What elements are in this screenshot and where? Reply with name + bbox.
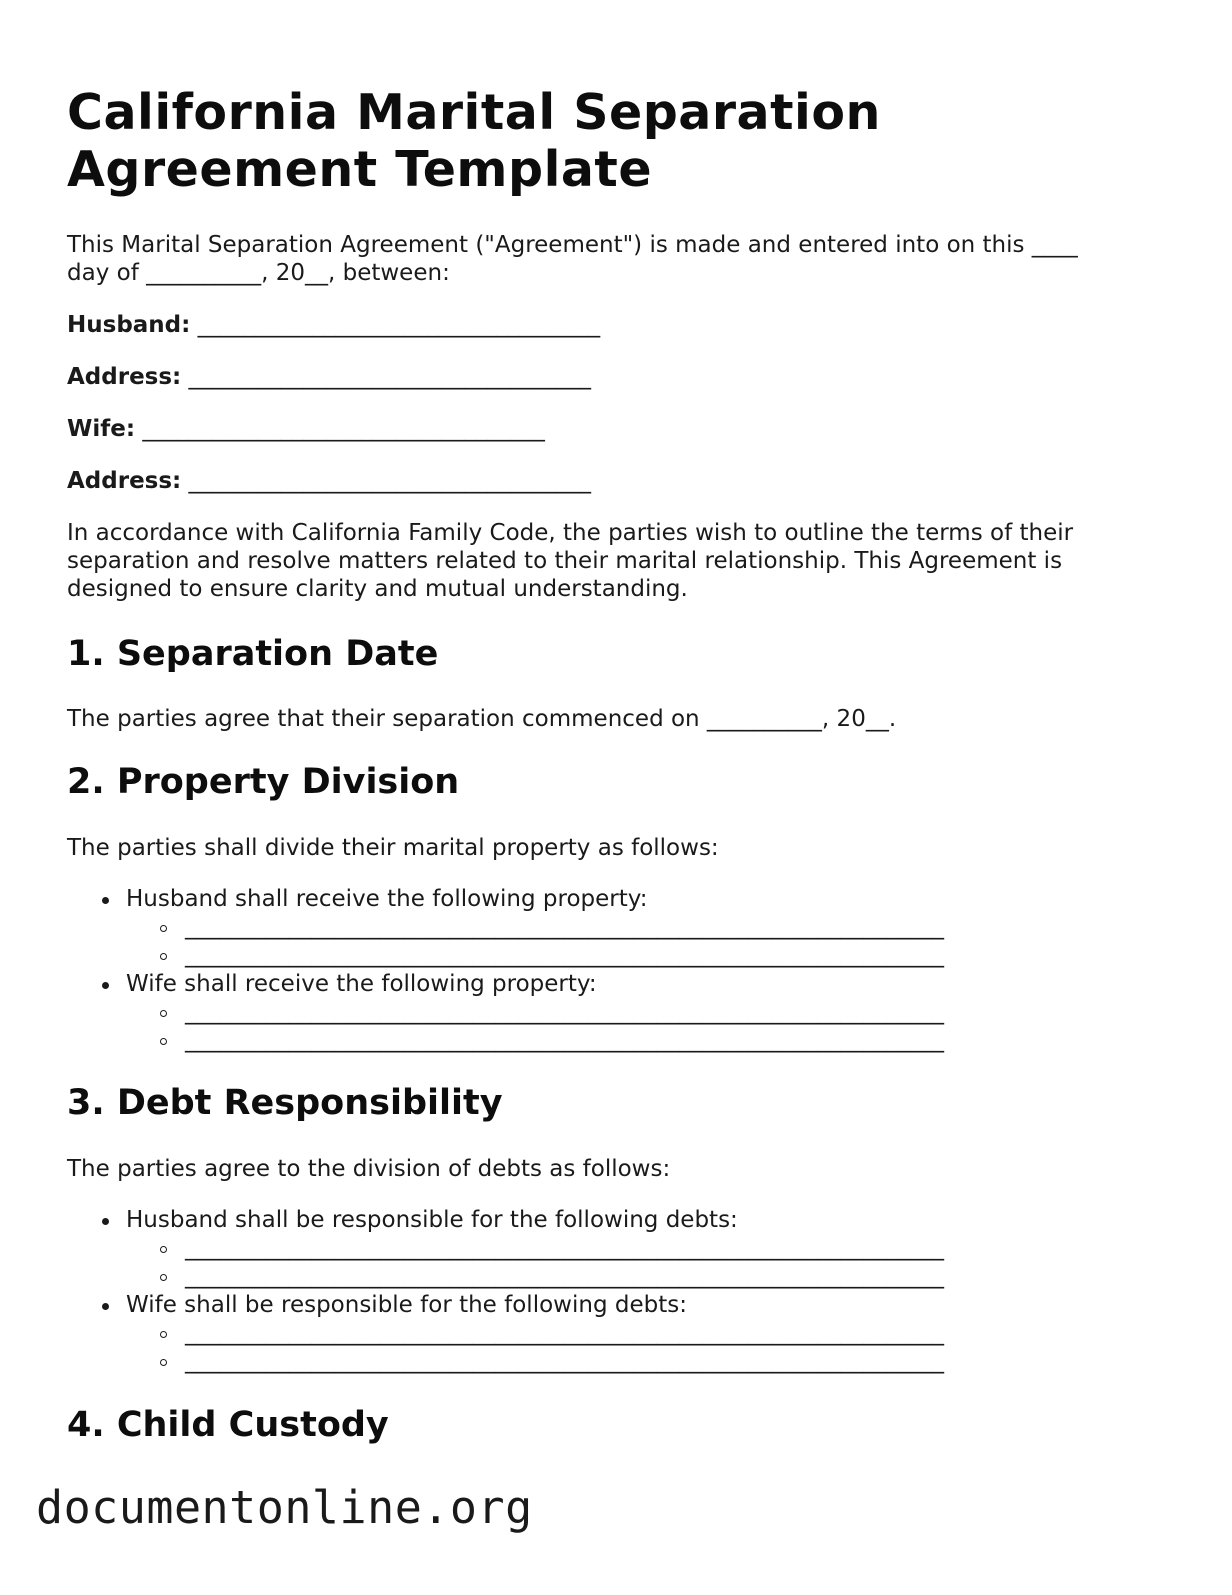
wife-address-blank: ___________________________________ — [181, 468, 592, 494]
debt-responsibility-text: The parties agree to the division of debts as follows: — [67, 1156, 671, 1182]
husband-address-field — [67, 363, 591, 391]
husband-address-label: Address: — [67, 364, 182, 390]
section-heading-debt-responsibility: 3. Debt Responsibility — [67, 1083, 503, 1123]
wife-label: Wife: — [67, 416, 136, 442]
bullet-icon — [102, 1303, 109, 1310]
list-item: Husband shall receive the following property: — [126, 886, 648, 912]
husband-blank: ___________________________________ — [190, 312, 601, 338]
list-item: Wife shall receive the following property: — [126, 971, 597, 997]
blank-line: __________________________________________________________________ — [185, 942, 944, 968]
circle-bullet-icon — [160, 953, 167, 960]
blank-line: __________________________________________________________________ — [185, 1320, 944, 1346]
bullet-icon — [102, 897, 109, 904]
page-title: California Marital Separation Agreement Template — [67, 84, 881, 198]
husband-address-blank: ___________________________________ — [181, 364, 592, 390]
list-item: Husband shall be responsible for the following debts: — [126, 1207, 738, 1233]
bullet-icon — [102, 982, 109, 989]
blank-line: __________________________________________________________________ — [185, 914, 944, 940]
circle-bullet-icon — [160, 1331, 167, 1338]
blank-line: __________________________________________________________________ — [185, 1235, 944, 1261]
husband-field — [67, 311, 600, 339]
bullet-icon — [102, 1218, 109, 1225]
husband-label: Husband: — [67, 312, 191, 338]
circle-bullet-icon — [160, 1010, 167, 1017]
wife-address-field — [67, 467, 591, 495]
watermark-text: documentonline.org — [36, 1481, 533, 1534]
list-item: Wife shall be responsible for the following debts: — [126, 1292, 687, 1318]
blank-line: __________________________________________________________________ — [185, 1263, 944, 1289]
circle-bullet-icon — [160, 925, 167, 932]
purpose-paragraph: In accordance with California Family Code, the parties wish to outline the terms of their separation and resolve matters related to their marital relationship. This Agreement is designed to ensure clarity and mutual understanding. — [67, 520, 1081, 602]
section-heading-separation-date: 1. Separation Date — [67, 634, 439, 674]
section-heading-property-division: 2. Property Division — [67, 762, 460, 802]
separation-date-text: The parties agree that their separation commenced on __________, 20__. — [67, 706, 897, 732]
blank-line: __________________________________________________________________ — [185, 1027, 944, 1053]
circle-bullet-icon — [160, 1038, 167, 1045]
circle-bullet-icon — [160, 1246, 167, 1253]
property-division-text: The parties shall divide their marital property as follows: — [67, 835, 719, 861]
wife-field — [67, 415, 545, 443]
section-heading-child-custody: 4. Child Custody — [67, 1405, 389, 1445]
blank-line: __________________________________________________________________ — [185, 999, 944, 1025]
circle-bullet-icon — [160, 1359, 167, 1366]
blank-line: __________________________________________________________________ — [185, 1348, 944, 1374]
wife-blank: ___________________________________ — [135, 416, 545, 442]
circle-bullet-icon — [160, 1274, 167, 1281]
intro-paragraph: This Marital Separation Agreement ("Agreement") is made and entered into on this ____ day of __________, 20__, between: — [67, 232, 1086, 286]
wife-address-label: Address: — [67, 468, 182, 494]
